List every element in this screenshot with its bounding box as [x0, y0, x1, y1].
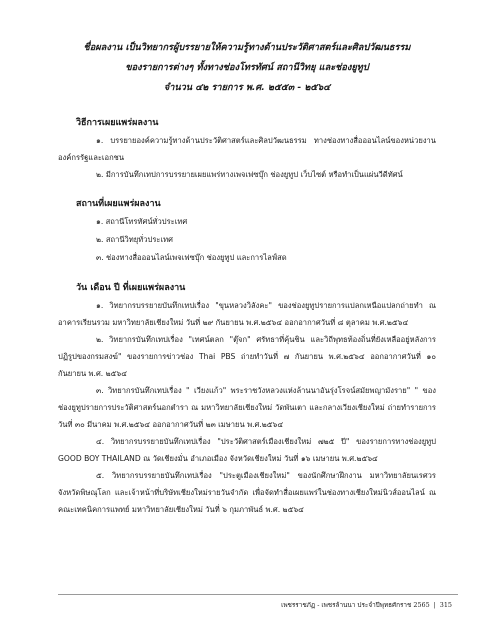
dates-paragraph-4: ๔. วิทยากรบรรยายบันทึกเทปเรื่อง "ประวัติศาสตร์เมืองเชียงใหม่ ๗๒๕ ปี" ของรายการทางช่องยูทูป GOOD BOY THAILAND ณ วัดเชียงมั่น อำเภอเมือง จังหวัดเชียงใหม่ วันที่ ๑๖ เมษายน พ.ศ.๒๕๖๔ [58, 437, 436, 463]
venue-item-1: ๑. สถานีโทรทัศน์ทั่วประเทศ [96, 217, 188, 226]
title-line-1: ชื่อผลงาน เป็นวิทยากรผู้บรรยายให้ความรู้ทางด้านประวัติศาสตร์และศิลปวัฒนธรรม [83, 42, 411, 53]
footer-divider [58, 594, 458, 595]
page-number: 315 [439, 601, 452, 609]
title-line-3: จำนวน ๔๒ รายการ พ.ศ. ๒๕๕๓ - ๒๕๖๔ [163, 82, 331, 93]
method-paragraph-2: ๒. มีการบันทึกเทปการบรรยายเผยแพร่ทางเพจเฟซบุ๊ก ช่องยูทูป เว็บไซต์ หรือทำเป็นแผ่นวีดีทัศน์ [96, 170, 403, 179]
dates-heading: วัน เดือน ปี ที่เผยแพร่ผลงาน [76, 283, 186, 293]
dates-paragraph-5: ๕. วิทยากรบรรยายบันทึกเทปเรื่อง "ประตูเมืองเชียงใหม่" ของนักศึกษาฝึกงาน มหาวิทยาลัยนเรศวร จังหวัดพิษณุโลก และเจ้าหน้าที่บริษัทเชียงใหม่รายวันจำกัด เพื่อจัดทำสื่อเผยแพร่ในช่องทางเชียงใหม่นิวส์ออนไลน์ ณ คณะเทคนิคการแพทย์ มหาวิทยาลัยเชียงใหม่ วันที่ ๖ กุมภาพันธ์ พ.ศ. ๒๕๖๔ [58, 471, 436, 514]
venues-heading: สถานที่เผยแพร่ผลงาน [76, 199, 161, 209]
venue-item-3: ๓. ช่องทางสื่อออนไลน์เพจเฟซบุ๊ก ช่องยูทูป และการไลฟ์สด [96, 253, 287, 262]
venue-item-2: ๒. สถานีวิทยุทั่วประเทศ [96, 235, 173, 244]
dates-paragraph-1: ๑. วิทยากรบรรยายบันทึกเทปเรื่อง "ขุนหลวงวิลังคะ" ของช่องยูทูปรายการแปลกเหนือแปลกถ่ายทำ ณ อาคารเรียนรวม มหาวิทยาลัยเชียงใหม่ วันที่ ๒๙ กันยายน พ.ศ.๒๕๖๔ ออกอากาศวันที่ ๘ ตุลาคม พ.ศ.๒๕๖๔ [58, 301, 436, 327]
dates-paragraph-2: ๒. วิทยากรบันทึกเทปเรื่อง "เทศน์ตลก "ตุ๊จก" ศรัทธาที่คุ้นชิน และวิถีพุทธท้องถิ่นที่ยังเหลืออยู่หลังการปฏิรูปของกรมสงฆ์" ของรายการข่าวช่อง Thai PBS ถ่ายทำวันที่ ๗ กันยายน พ.ศ.๒๕๖๔ ออกอากาศวันที่ ๑๐ กันยายน พ.ศ. ๒๕๖๔ [58, 335, 436, 378]
page-footer [0, 600, 452, 610]
method-heading: วิธีการเผยแพร่ผลงาน [76, 118, 159, 128]
dates-paragraph-3: ๓. วิทยากรบันทึกเทปเรื่อง " เวียงแก้ว" พระราชวังหลวงแห่งล้านนาอันรุ่งโรจน์สมัยพญามังราย" " ของช่องยูทูปรายการประวัติศาสตร์นอกตำรา ณ มหาวิทยาลัยเชียงใหม่ วัดพันเตา และกลางเวียงเชียงใหม่ ถ่ายทำรายการวันที่ ๓๐ มีนาคม พ.ศ.๒๕๖๔ ออกอากาศวันที่ ๒๓ เมษายน พ.ศ.๒๕๖๔ [58, 386, 436, 429]
title-block [58, 38, 436, 98]
title-line-2: ของรายการต่างๆ ทั้งทางช่องโทรทัศน์ สถานีวิทยุ และช่องยูทูป [125, 62, 369, 73]
method-paragraph-1: ๑. บรรยายองค์ความรู้ทางด้านประวัติศาสตร์และศิลปวัฒนธรรม ทางช่องทางสื่อออนไลน์ของหน่วยงานองค์กรรัฐและเอกชน [58, 136, 436, 162]
footer-publication: เพชรราชภัฏ - เพชรล้านนา ประจำปีพุทธศักราช 2565 [281, 601, 430, 609]
footer-separator: | [433, 601, 436, 609]
